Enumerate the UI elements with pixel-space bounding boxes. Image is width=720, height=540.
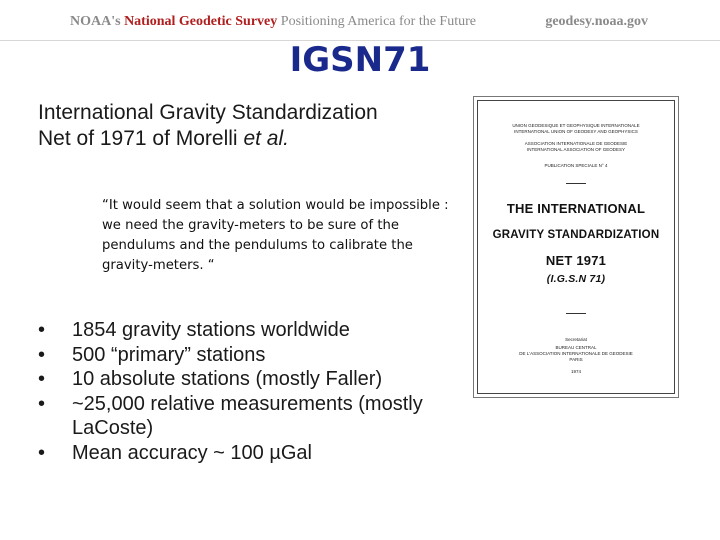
bullet-item: • ~25,000 relative measurements (mostly LaCoste) [38, 392, 423, 439]
header-logo-text [70, 14, 476, 30]
document-cover-image [477, 100, 675, 394]
doc-footer3: DE L'ASSOCIATION INTERNATIONALE DE GEODESIE [519, 351, 633, 356]
doc-footer5: 1974 [570, 369, 581, 374]
doc-title4: (I.G.S.N 71) [546, 273, 606, 285]
bullet-dot-icon: • [38, 441, 46, 464]
doc-title3: NET 1971 [545, 253, 607, 268]
doc-heading1: UNION GEODESIQUE ET GEOPHYSIQUE INTERNATIONALE [512, 123, 640, 128]
quote: “It would seem that a solution would be impossible : we need the gravity-meters to be sure of the pendulums and the pendulums to calibrate the gravity-meters. “ [102, 198, 449, 273]
header-tagline: Positioning America for the Future [280, 14, 476, 29]
slide-title: IGSN71 [289, 40, 431, 80]
bullet-dot-icon: • [38, 343, 46, 366]
doc-rule [566, 313, 586, 314]
doc-assoc1: ASSOCIATION INTERNATIONALE DE GEODESIE [524, 141, 628, 146]
bullet-item: • 1854 gravity stations worldwide [38, 319, 350, 341]
doc-assoc2: INTERNATIONAL ASSOCIATION OF GEODESY [527, 147, 625, 152]
slide-subtitle [38, 100, 458, 152]
doc-publication: PUBLICATION SPECIALE N° 4 [544, 163, 608, 168]
bullet-dot-icon: • [38, 392, 46, 415]
doc-title2: GRAVITY STANDARDIZATION [492, 229, 660, 241]
subtitle-line1: International Gravity Standardization [38, 101, 378, 124]
bullet-dot-icon: • [38, 368, 46, 390]
bullet-dot-icon: • [38, 319, 46, 341]
doc-footer2: BUREAU CENTRAL [555, 345, 597, 350]
bullet-item: • Mean accuracy ~ 100 µGal [38, 441, 312, 464]
bullet-item: • 500 “primary” stations [38, 343, 266, 366]
subtitle-line2: Net of 1971 of Morelli [38, 127, 244, 150]
doc-rule [566, 183, 586, 184]
org-name: National Geodetic Survey [124, 14, 278, 29]
doc-title1: THE INTERNATIONAL [506, 201, 646, 216]
bullet-list [38, 318, 468, 465]
doc-footer1: Secretariat [565, 337, 587, 342]
bullet-item: • 10 absolute stations (mostly Faller) [38, 368, 383, 390]
org-prefix: NOAA's [70, 14, 121, 29]
doc-footer4: PARIS [569, 357, 583, 362]
subtitle-italic: et al. [243, 127, 289, 150]
doc-heading2: INTERNATIONAL UNION OF GEODESY AND GEOPHYSICS [514, 129, 638, 134]
header-site-link[interactable]: geodesy.noaa.gov [545, 14, 648, 29]
header [0, 0, 720, 40]
